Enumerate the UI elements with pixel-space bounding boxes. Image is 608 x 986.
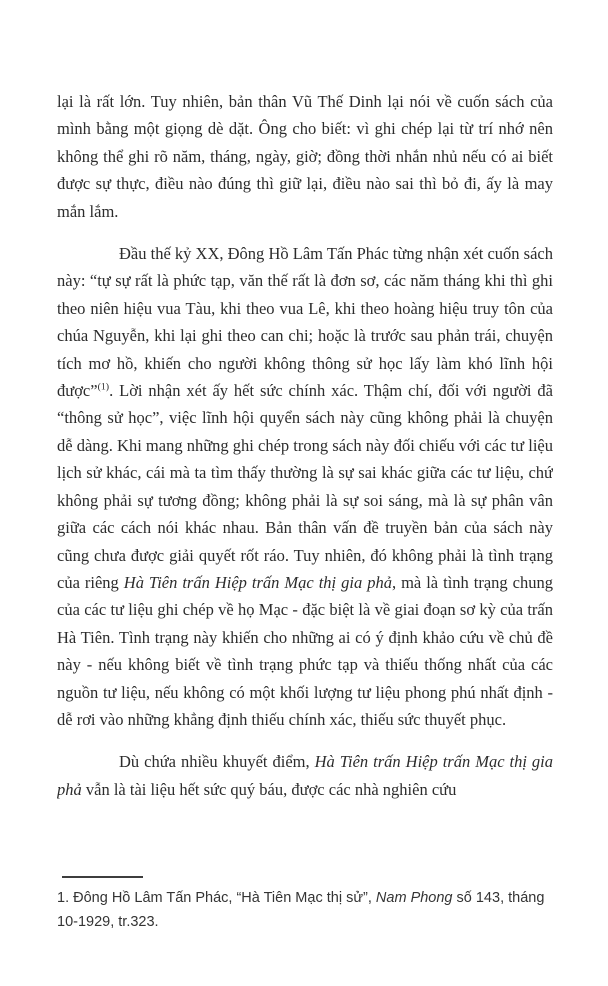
footnote-area [57, 876, 553, 934]
footnote-text [57, 886, 553, 934]
text-run: . Lời nhận xét ấy hết sức chính xác. Thậm chí, đối với người đã “thông sử học”, việc lĩnh hội quyển sách này cũng không phải là chuyện dễ dàng. Khi mang những ghi chép trong sách này đối chiếu với các tư liệu lịch sử khác, cái mà ta tìm thấy thường là sự sai khác giữa các tư liệu, chứ không phải sự tương đồng; không phải là sự soi sáng, mà là sự phân vân giữa các cách nói khác nhau. Bản thân vấn đề truyền bản của sách này cũng chưa được giải quyết rốt ráo. Tuy nhiên, đó không phải là tình trạng của riêng [57, 381, 553, 592]
footnote-reference-marker: (1) [97, 381, 110, 393]
text-run: vẫn là tài liệu hết sức quý báu, được các nhà nghiên cứu [81, 779, 457, 799]
body-text-block [57, 88, 553, 870]
book-title-italic: Hà Tiên trấn Hiệp trấn Mạc thị gia phả [123, 572, 392, 592]
book-title-italic: Hà Tiên trấn Hiệp trấn Mạc thị gia phả [57, 752, 553, 799]
text-run: 1. Đông Hồ Lâm Tấn Phác, “Hà Tiên Mạc thị sử”, [57, 890, 376, 906]
text-run: Đầu thế kỷ XX, Đông Hồ Lâm Tấn Phác từng nhận xét cuốn sách này: “tự sự rất là phức tạp, văn thế rất là đơn sơ, các năm tháng khi thì ghi theo niên hiệu vua Tàu, khi theo vua Lê, khi theo hoàng hiệu truy tôn của chúa Nguyễn, khi lại ghi theo can chi; hoặc là trước sau phản trái, chuyện tích mơ hồ, khiến cho người không thông sử học lấy làm khó lĩnh hội được” [57, 244, 553, 401]
body-paragraph-1 [57, 88, 553, 225]
footnote-separator [62, 876, 143, 878]
body-paragraph-2 [57, 240, 553, 733]
book-title-italic: Nam Phong [375, 890, 453, 906]
text-run: , mà là tình trạng chung của các tư liệu ghi chép về họ Mạc - đặc biệt là về giai đoạn sơ kỳ của trấn Hà Tiên. Tình trạng này khiến cho những ai có ý định khảo cứu về chủ đề này - nếu không biết về tình trạng phức tạp và thiếu thống nhất của các nguồn tư liệu, nếu không có một khối lượng tư liệu phong phú nhất định - dễ rơi vào những khẳng định thiếu chính xác, thiếu sức thuyết phục. [57, 572, 553, 729]
text-run: số 143, tháng 10-1929, tr.323. [57, 890, 545, 930]
text-run: Dù chứa nhiều khuyết điểm, [119, 752, 315, 772]
text-run: lại là rất lớn. Tuy nhiên, bản thân Vũ Thế Dinh lại nói về cuốn sách của mình bằng một giọng dè dặt. Ông cho biết: vì ghi chép lại từ trí nhớ nên không thể ghi rõ năm, tháng, ngày, giờ; đồng thời nhắn nhủ nếu có ai biết được sự thực, điều nào đúng thì giữ lại, điều nào sai thì bỏ đi, ấy là may mắn lắm. [57, 92, 553, 221]
body-paragraph-3 [57, 748, 553, 803]
